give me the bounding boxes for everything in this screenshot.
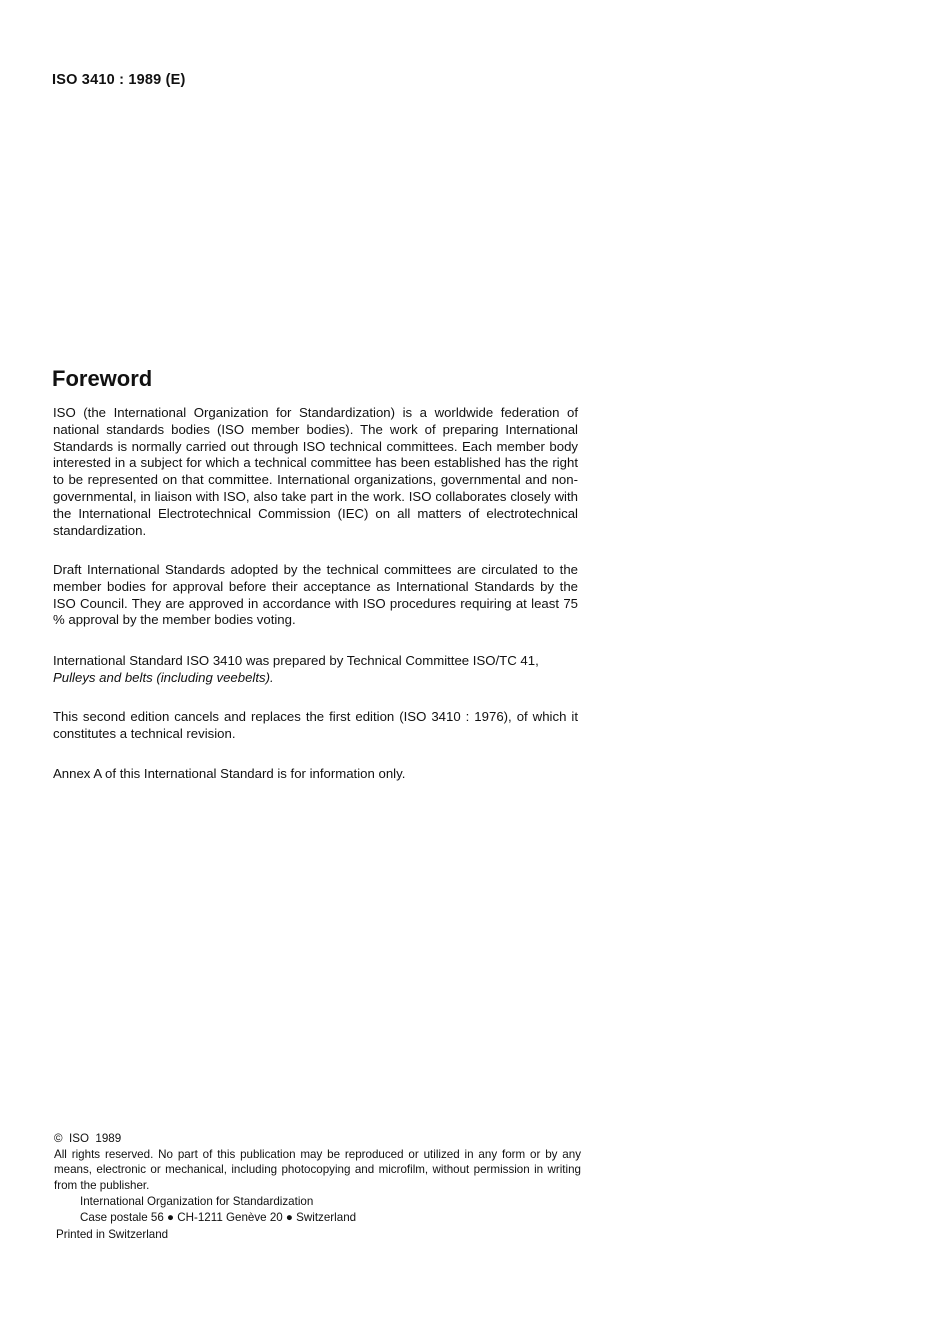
foreword-paragraph-4: This second edition cancels and replaces the first edition (ISO 3410 : 1976), of which it constitutes a technical revision. — [53, 709, 578, 741]
committee-statement: International Standard ISO 3410 was prepared by Technical Committee ISO/TC 41, — [53, 653, 539, 668]
printed-in: Printed in Switzerland — [56, 1228, 169, 1241]
foreword-paragraph-3 — [53, 653, 578, 687]
document-identifier: ISO 3410 : 1989 (E) — [52, 72, 186, 88]
foreword-heading: Foreword — [52, 366, 153, 391]
copyright-line: © ISO 1989 — [54, 1132, 122, 1145]
publisher-address — [54, 1194, 581, 1225]
foreword-paragraph-2: Draft International Standards adopted by the technical committees are circulated to the member bodies for approval before their acceptance as International Standards by the ISO Council. They are approved in accordance with ISO procedures requiring at least 75 % approval by the member bodies voting. — [53, 562, 578, 628]
publisher-name: International Organization for Standardization — [80, 1195, 314, 1208]
rights-statement: All rights reserved. No part of this publication may be reproduced or utilized in any form or by any means, electronic or mechanical, including photocopying and microfilm, without permission in writing from the publisher. — [54, 1147, 581, 1192]
foreword-paragraph-1: ISO (the International Organization for Standardization) is a worldwide federation of national standards bodies (ISO member bodies). The work of preparing International Standards is normally carried out through ISO technical committees. Each member body interested in a subject for which a technical committee has been established has the right to be represented on that committee. International organizations, governmental and non-governmental, in liaison with ISO, also take part in the work. ISO collaborates closely with the International Electrotechnical Commission (IEC) on all matters of electrotechnical standardization. — [53, 405, 578, 538]
committee-title: Pulleys and belts (including veebelts). — [53, 669, 274, 685]
publisher-postal-address: Case postale 56 ● CH-1211 Genève 20 ● Switzerland — [80, 1210, 357, 1224]
foreword-paragraph-5: Annex A of this International Standard is for information only. — [53, 766, 406, 781]
copyright-block — [54, 1131, 581, 1243]
